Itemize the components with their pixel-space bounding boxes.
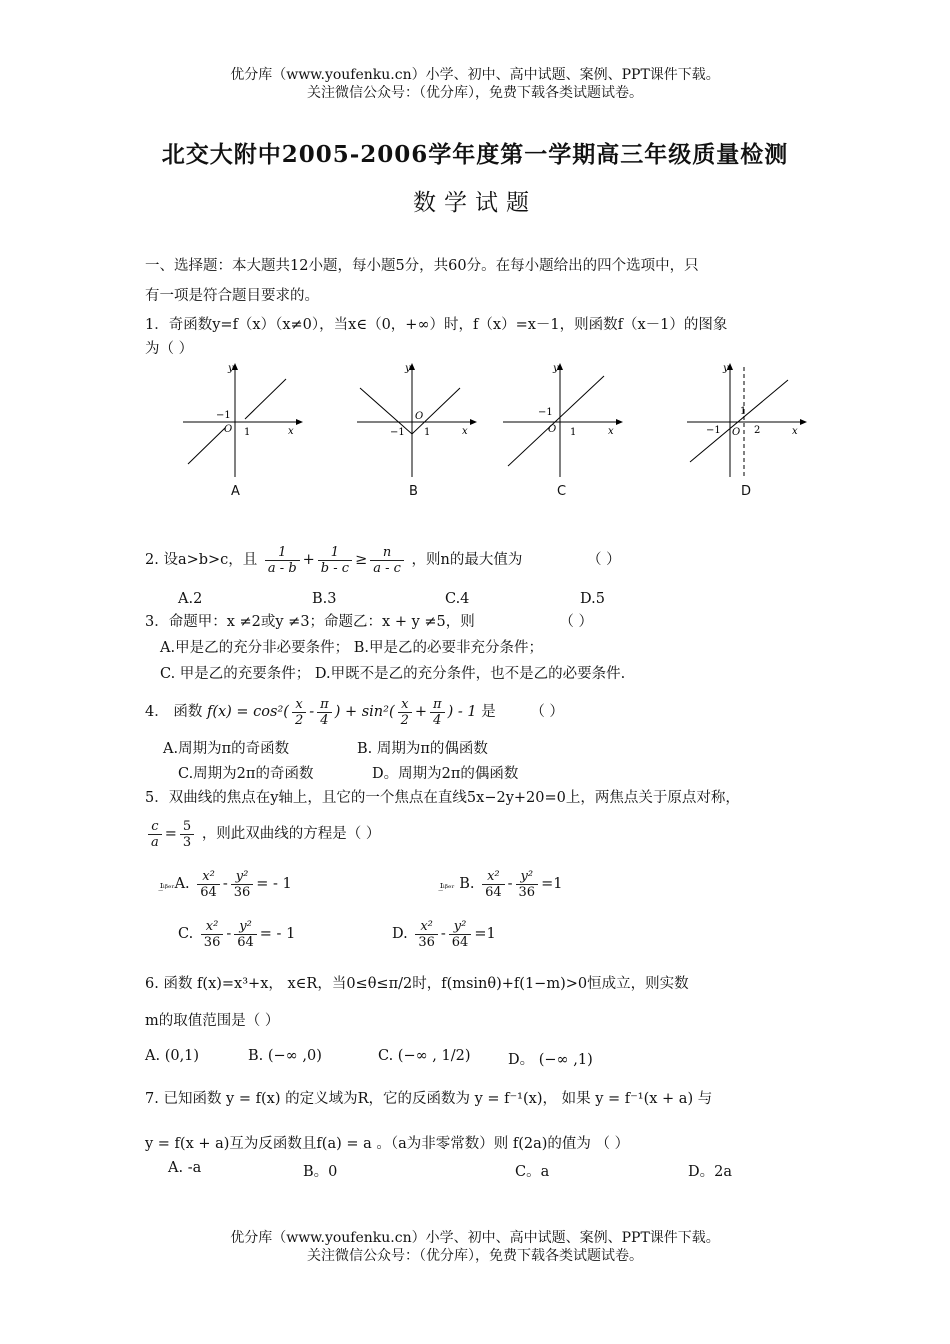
svg-text:y: y [553,363,559,374]
q6-opt-a: A. (0,1) [145,1048,200,1064]
svg-text:1: 1 [244,427,251,438]
q1-label-d: D [741,484,752,499]
q1-graph-d [682,362,812,482]
q1-label-b: B [409,484,418,499]
q1-stem-2: 为（ ） [145,341,194,357]
svg-text:O: O [415,411,424,422]
q5-opt-d: D. $\frac{\text{x²}}{36}$ - $\frac{\text{y²}}{64}$ =1 [392,918,496,950]
svg-text:y: y [228,363,234,374]
svg-text:x: x [288,426,294,437]
q2-post: ，则n的最大值为 [411,552,523,568]
q1-graph-c [498,362,628,482]
svg-text:x: x [608,426,614,437]
q5-opt-a: ɪ̲ᵢᵦₑᵣA. $\frac{\text{x²}}{64}$ - $\frac{\text{y²}}{36}$ = - 1 [160,868,292,900]
q2-pre: 2. 设a>b>c，且 [145,552,258,568]
q4-pre: 4． 函数 [145,704,203,720]
svg-text:−1: −1 [538,407,553,418]
q7-opt-a: A. -a [168,1160,202,1176]
q3-opt-ab: A.甲是乙的充分非必要条件； B.甲是乙的必要非充分条件； [160,640,543,656]
svg-text:y: y [723,363,729,374]
svg-text:−1: −1 [706,425,721,436]
page-title: 北交大附中2005-2006学年度第一学期高三年级质量检测 [161,141,789,168]
q5-noise-a: ɪ̲ᵢᵦₑᵣ [160,881,175,891]
q2-opt-a: A.2 [178,591,203,607]
q6-opt-b: B. (−∞ ,0) [248,1048,322,1064]
q3-stem [145,612,593,632]
footer-line-2: 关注微信公众号：（优分库），免费下载各类试题试卷。 [307,1248,643,1264]
q4-post: 是 [481,704,496,720]
q5-opt-d-label: D. [392,926,408,942]
q6-stem-1: 6. 函数 f(x)=x³+x， x∈R，当0≤θ≤π/2时，f(msinθ)+f(1−m)>0恒成立，则实数 [145,976,689,992]
q2-frac-3: $\frac{n}{a - c}$ [370,545,404,576]
svg-text:y: y [405,363,411,374]
q1-graph-a [178,362,308,482]
section-intro-2: 有一项是符合题目要求的。 [145,288,319,304]
q6-opt-c: C. (−∞ , 1/2) [378,1048,471,1064]
q1-stem-1: 1．奇函数y=f（x）（x≠0），当x∈（0，+∞）时，f（x）=x－1，则函数f（x－1）的图象 [145,317,728,333]
q4-paren: （ ） [530,704,564,720]
svg-text:x: x [462,426,468,437]
svg-text:2: 2 [754,425,761,436]
q3-paren: （ ） [559,614,594,630]
svg-text:O: O [224,424,233,435]
footer-line-1: 优分库（www.youfenku.cn）小学、初中、高中试题、案例、PPT课件下载。 [230,1230,720,1246]
q5-opt-b-label: B. [459,876,475,892]
svg-text:1: 1 [570,427,577,438]
q4-opt-c: C.周期为2π的奇函数 [178,766,314,782]
svg-text:x: x [792,426,798,437]
q1-graph-b [352,362,482,482]
q5-stem-1: 5．双曲线的焦点在y轴上，且它的一个焦点在直线5x−2y+20=0上，两焦点关于原点对称， [145,790,740,806]
header-line-1: 优分库（www.youfenku.cn）小学、初中、高中试题、案例、PPT课件下载。 [230,67,720,83]
svg-text:−1: −1 [390,427,405,438]
q5-stem-2-text: ，则此双曲线的方程是（ ） [201,826,381,842]
q2-stem: 2. 设a>b>c，且 $\frac{1}{a - b}$ + $\frac{1}{b - c}$ ≥ $\frac{n}{a - c}$ ，则n的最大值为 （ ） [145,544,621,576]
q7-stem-2: y = f(x + a)互为反函数且f(a) = a 。（a为非零常数）则 f(2a)的值为 （ ） [145,1136,630,1152]
q4-opt-a: A.周期为π的奇函数 [163,741,290,757]
q7-opt-d: D。2a [688,1164,732,1180]
q2-opt-c: C.4 [445,591,470,607]
q2-frac-2: $\frac{1}{b - c}$ [318,545,352,576]
svg-text:1: 1 [740,406,747,417]
q4-formula: f(x) = cos²( $\frac{x}{2}$ - $\frac{\pi}{4}$ ) + sin²( $\frac{x}{2}$ + $\frac{\pi}{4}$ ) - 1 [206,696,482,728]
q2-paren: （ ） [586,552,621,568]
q1-label-c: C [557,484,567,499]
q7-opt-c: C。a [515,1164,550,1180]
q1-label-a: A [231,484,240,499]
q4-opt-d: D。周期为2π的偶函数 [372,766,519,782]
section-intro-1: 一、选择题：本大题共12小题，每小题5分，共60分。在每小题给出的四个选项中，只 [145,258,699,274]
page-subtitle: 数学试题 [413,190,537,216]
svg-text:O: O [548,424,557,435]
q5-stem-2: $\frac{c}{a}$ = $\frac{5}{3}$ ，则此双曲线的方程是（ ） [145,814,380,854]
q3-opt-cd: C. 甲是乙的充要条件； D.甲既不是乙的充分条件，也不是乙的必要条件. [160,666,626,682]
header-line-2: 关注微信公众号：（优分库），免费下载各类试题试卷。 [307,85,643,101]
q4-stem [145,692,564,732]
svg-text:O: O [732,427,741,438]
q2-opt-b: B.3 [312,591,337,607]
q5-opt-b: ɪ̲ᵢᵦₑᵣ B. $\frac{\text{x²}}{64}$ - $\frac{\text{y²}}{36}$ =1 [440,868,563,900]
q2-opt-d: D.5 [580,591,605,607]
svg-text:1: 1 [424,427,431,438]
q5-opt-a-label: A. [174,876,190,892]
q5-opt-c: C. $\frac{\text{x²}}{36}$ - $\frac{\text{y²}}{64}$ = - 1 [178,918,296,950]
q6-opt-d: D。 (−∞ ,1) [508,1052,593,1068]
q2-frac-1: $\frac{1}{a - b}$ [265,545,300,576]
svg-text:−1: −1 [216,410,231,421]
q3-stem-text: 3．命题甲：x ≠2或y ≠3；命题乙：x + y ≠5，则 [145,614,475,630]
q5-opt-c-label: C. [178,926,194,942]
q7-opt-b: B。0 [303,1164,338,1180]
q6-stem-2: m的取值范围是（ ） [145,1013,280,1029]
q7-stem-1: 7. 已知函数 y = f(x) 的定义域为R，它的反函数为 y = f⁻¹(x)， 如果 y = f⁻¹(x + a) 与 [145,1091,713,1107]
q4-opt-b: B. 周期为π的偶函数 [357,741,488,757]
q5-noise-b: ɪ̲ᵢᵦₑᵣ [440,881,455,891]
